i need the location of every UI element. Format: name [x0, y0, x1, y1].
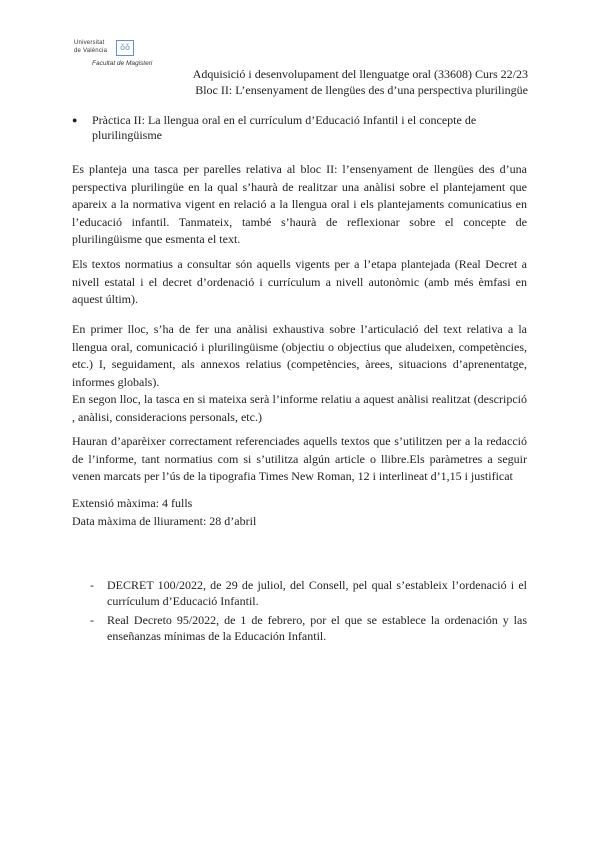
reference-item [90, 612, 527, 644]
paragraph-limits [72, 495, 527, 530]
paragraph-text: Els textos normatius a consultar són aquells vigents per a l’etapa plantejada (Real Decret a nivell estatal i el decret d’ordenació i currículum a nivell autonòmic (amb més èmfasi en aquest últim). [72, 257, 527, 306]
dash-marker: - [90, 613, 94, 627]
course-title: Adquisició i desenvolupament del llenguatge oral (33608) Curs 22/23 [192, 67, 528, 81]
paragraph-steps [72, 321, 527, 426]
deadline: Data màxima de lliurament: 28 d’abril [72, 513, 257, 528]
logo-mark-icon: ǒǒ [116, 40, 134, 56]
logo-text-line2: de València [74, 48, 108, 54]
paragraph-normative-texts [72, 256, 527, 309]
block-title: Bloc II: L’ensenyament de llengües des d’una perspectiva plurilingüe [195, 83, 528, 97]
reference-text: DECRET 100/2022, de 29 de juliol, del Consell, pel qual s’estableix l’ordenació i el currículum d’Educació Infantil. [107, 578, 527, 608]
university-logo [74, 40, 153, 70]
dash-marker: - [90, 578, 94, 592]
paragraph-task-description [72, 161, 527, 249]
reference-item [90, 577, 527, 609]
logo-text-faculty: Facultat de Magisteri [92, 60, 153, 67]
reference-list [90, 577, 527, 647]
paragraph-text: Es planteja una tasca per parelles relativa al bloc II: l’ensenyament de llengües des d’una perspectiva plurilingüe en la qual s’haurà de realitzar una anàlisi sobre el plantejament que apareix a la normativa vigent en relació a la llengua oral i els plantejaments comunicatius en l’educació infantil. Tanmateix, també s’haurà de reflexionar sobre el concepte de plurilingüisme que esmenta el text. [72, 162, 527, 246]
reference-text: Real Decreto 95/2022, de 1 de febrero, por el que se establece la ordenación y las enseñanzas mínimas de la Educación Infantil. [107, 613, 527, 643]
practice-title: Pràctica II: La llengua oral en el currículum d’Educació Infantil i el concepte de plurilingüisme [92, 113, 477, 142]
practice-bullet [72, 113, 532, 143]
max-extension: Extensió màxima: 4 fulls [72, 496, 193, 510]
paragraph-format [72, 433, 527, 486]
paragraph-text: Hauran d’aparèixer correctament referenciades aquells textos que s’utilitzen per a la redacció de l’informe, tant normatius com si s’utilitza algún article o llibre.Els paràmetres a seguir venen marcats per l’ús de la tipografia Times New Roman, 12 i interlineat d’1,15 i justificat [72, 434, 527, 483]
logo-text-line1: Universitat [74, 40, 105, 46]
paragraph-text-second: En segon lloc, la tasca en si mateixa serà l’informe relatiu a aquest anàlisi realitzat (descripció , anàlisi, consideracions personals, etc.) [72, 392, 527, 424]
bullet-icon: ● [72, 115, 78, 125]
document-header [193, 66, 528, 98]
paragraph-text-first: En primer lloc, s’ha de fer una anàlisi exhaustiva sobre l’articulació del text relativa a la llengua oral, comunicació i plurilingüisme (objectiu o objectius que aludeixen, competències, etc.) I, seguidament, als annexos relatius (competències, àrees, situacions d’aprenentatge, informes globals). [72, 322, 527, 389]
